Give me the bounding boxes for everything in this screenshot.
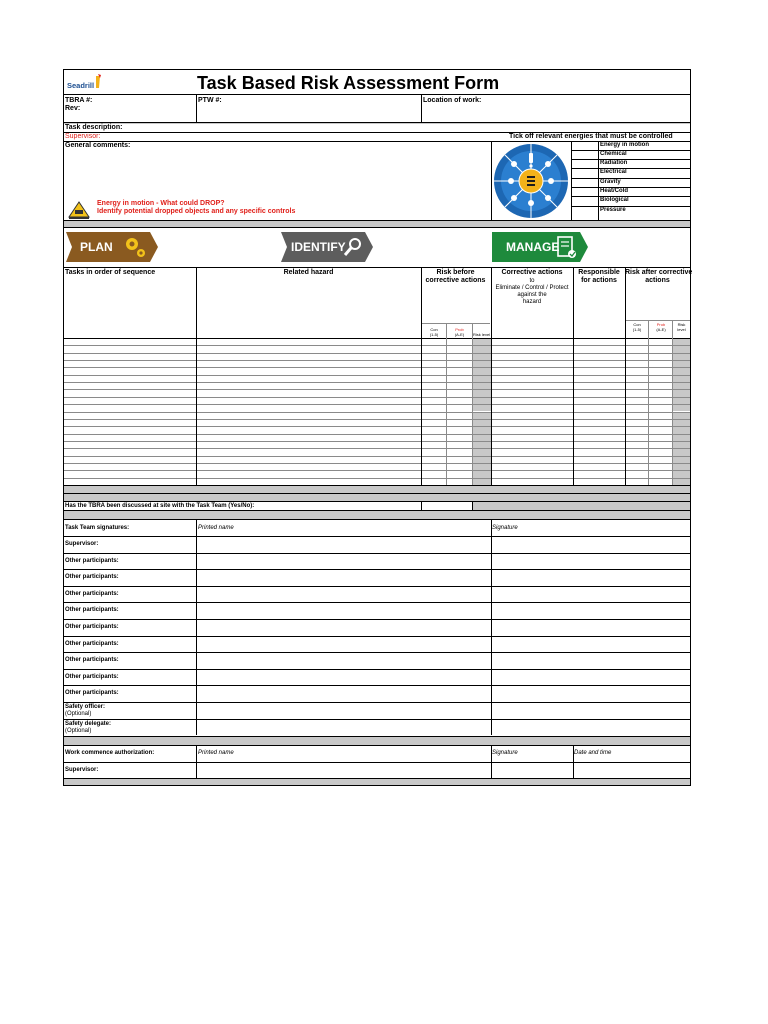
energy-row — [571, 159, 690, 168]
col-risk-after-1: Risk after corrective — [625, 269, 693, 276]
sub-con-after-2: (1-5) — [632, 327, 642, 332]
signature-field[interactable] — [491, 636, 690, 653]
discussed-label: Has the TBRA been discussed at site with the Task Team (Yes/No): — [65, 503, 255, 509]
sub-risk-after-2: level — [677, 327, 686, 332]
signature-row-label: Other participants: — [65, 673, 119, 680]
signature-row-label: Other participants: — [65, 640, 119, 647]
signature-row-label: Other participants: — [65, 624, 119, 630]
col-tasks: Tasks in order of sequence — [65, 269, 156, 276]
sub-con-before-1: Con — [430, 327, 438, 332]
rev-label: Rev: — [65, 105, 81, 112]
signature-row-label: Other participants: — [65, 690, 119, 697]
dropped-object-warning-icon — [68, 201, 90, 219]
energy-row — [571, 168, 690, 178]
energy-row — [571, 150, 690, 159]
col-risk-before-1: Risk before — [436, 269, 475, 276]
col-corrective-desc2: against the — [517, 292, 547, 298]
sub-con-before-2: (1-5) — [429, 332, 439, 337]
signature-row-label: Other participants: — [65, 607, 119, 614]
dropped-line-1: Energy in motion - What could DROP? — [97, 200, 225, 207]
auth-signature-field[interactable] — [491, 745, 573, 778]
energy-checkbox[interactable] — [571, 159, 598, 168]
col-risk-before-2: corrective actions — [425, 277, 486, 284]
energy-row — [571, 178, 690, 187]
task-table-row[interactable] — [64, 404, 690, 411]
task-table-row[interactable] — [64, 470, 690, 477]
identify-banner — [281, 232, 373, 262]
auth-date-time-field[interactable] — [573, 745, 690, 778]
energy-wheel — [493, 143, 569, 219]
energy-wheel-icon — [493, 143, 569, 219]
seadrill-logo — [66, 74, 106, 94]
supervisor-label: Supervisor: — [65, 133, 101, 140]
signature-field[interactable] — [491, 602, 690, 619]
identify-label: IDENTIFY — [291, 240, 346, 254]
task-table-row[interactable] — [64, 448, 690, 455]
sub-con-after-1: Con — [633, 322, 641, 327]
signature-field[interactable] — [491, 685, 690, 702]
energy-label: Pressure — [600, 207, 626, 213]
signature-field[interactable] — [491, 586, 690, 603]
signature-field[interactable] — [491, 569, 690, 586]
signature-row-label: Safety delegate: — [65, 720, 112, 727]
sub-risk-after-1: Risk — [677, 322, 686, 327]
energies-header: Tick off relevant energies that must be controlled — [509, 133, 673, 140]
task-table-row[interactable] — [64, 389, 690, 396]
printed-name-field[interactable] — [196, 586, 491, 603]
authorization-label: Work commence authorization: — [65, 750, 155, 756]
task-table-row[interactable] — [64, 353, 690, 360]
auth-printed-name-field[interactable] — [196, 745, 491, 778]
signature-field[interactable] — [491, 652, 690, 669]
plan-banner — [66, 232, 158, 262]
col-responsible-2: for actions — [581, 277, 617, 284]
sub-prob-before-2: (A-E) — [454, 332, 465, 337]
signature-field[interactable] — [491, 536, 690, 553]
energy-checkbox[interactable] — [571, 206, 598, 220]
task-description-label: Task description: — [65, 124, 123, 131]
printed-name-field[interactable] — [196, 719, 491, 736]
discussed-answer-field[interactable] — [421, 501, 473, 510]
col-hazard: Related hazard — [283, 269, 334, 276]
task-table-row[interactable] — [64, 375, 690, 382]
manage-banner — [492, 232, 588, 262]
ptw-label: PTW #: — [198, 97, 222, 104]
task-table-row[interactable] — [64, 456, 690, 463]
signature-row-label: Supervisor: — [65, 541, 99, 547]
auth-printed-name-label: Printed name — [198, 750, 234, 756]
energy-checkbox[interactable] — [571, 141, 598, 150]
energy-checkbox[interactable] — [571, 168, 598, 178]
tbra-form — [63, 69, 691, 786]
energy-row — [571, 196, 690, 206]
optional-note: (Optional) — [65, 727, 92, 734]
task-table-row[interactable] — [64, 382, 690, 389]
col-risk-after-2: actions — [645, 277, 670, 284]
plan-label: PLAN — [80, 240, 113, 254]
sub-prob-before-1: Prob — [455, 327, 464, 332]
signature-field[interactable] — [491, 702, 690, 719]
col-corrective: Corrective actions — [501, 269, 563, 276]
printed-name-field[interactable] — [196, 536, 491, 553]
team-printed-name-label: Printed name — [198, 525, 234, 531]
sub-prob-after-2: (A-E) — [656, 327, 666, 332]
energy-checkbox[interactable] — [571, 150, 598, 159]
task-table-row[interactable] — [64, 463, 690, 470]
printed-name-field[interactable] — [196, 652, 491, 669]
task-table-row[interactable] — [64, 338, 690, 345]
printed-name-field[interactable] — [196, 602, 491, 619]
printed-name-field[interactable] — [196, 569, 491, 586]
signature-field[interactable] — [491, 619, 690, 636]
energy-label: Energy in motion — [600, 142, 650, 148]
col-corrective-desc1: Eliminate / Control / Protect — [495, 285, 569, 291]
energy-label: Radiation — [600, 160, 628, 166]
energy-row — [571, 206, 690, 220]
signature-field[interactable] — [491, 553, 690, 570]
task-table-row[interactable] — [64, 397, 690, 404]
printed-name-field[interactable] — [196, 553, 491, 570]
dropped-line-2: Identify potential dropped objects and any specific controls — [97, 208, 296, 215]
team-signatures-label: Task Team signatures: — [65, 525, 130, 531]
printed-name-field[interactable] — [196, 619, 491, 636]
auth-supervisor-label: Supervisor: — [65, 767, 99, 773]
signature-row-label: Other participants: — [65, 557, 119, 564]
task-table-row[interactable] — [64, 367, 690, 374]
task-table-row[interactable] — [64, 426, 690, 433]
energy-label: Electrical — [600, 169, 627, 175]
col-corrective-desc3: hazard — [522, 299, 542, 305]
signature-row-label: Safety officer: — [65, 704, 106, 710]
tbra-label: TBRA #: — [65, 97, 93, 104]
logo-text: Seadrill — [67, 81, 95, 90]
energy-checkbox[interactable] — [571, 178, 598, 187]
signature-row-label: Other participants: — [65, 574, 119, 581]
energy-label: Heat/Cold — [600, 188, 629, 194]
col-responsible-1: Responsible — [578, 269, 620, 276]
energy-label: Chemical — [600, 151, 627, 157]
signature-row-label: Other participants: — [65, 657, 119, 664]
sub-prob-after-1: Prob — [656, 322, 666, 327]
sub-risk-before: Risk level — [472, 332, 491, 337]
task-table-row[interactable] — [64, 345, 690, 352]
energy-label: Gravity — [600, 179, 621, 185]
task-table-row[interactable] — [64, 412, 690, 419]
task-table-row[interactable] — [64, 360, 690, 367]
form-title: Task Based Risk Assessment Form — [197, 73, 500, 93]
energy-label: Biological — [600, 197, 629, 203]
optional-note: (Optional) — [65, 711, 92, 717]
energy-row — [571, 187, 690, 196]
manage-label: MANAGE — [506, 240, 560, 254]
location-label: Location of work: — [423, 97, 482, 104]
auth-date-time-label: Date and time — [574, 750, 612, 756]
task-table-row[interactable] — [64, 434, 690, 441]
task-table-row[interactable] — [64, 419, 690, 426]
general-comments-label: General comments: — [65, 142, 131, 149]
energy-row — [571, 141, 690, 150]
printed-name-field[interactable] — [196, 669, 491, 686]
signature-field[interactable] — [491, 669, 690, 686]
signature-field[interactable] — [491, 719, 690, 736]
energy-checkbox[interactable] — [571, 196, 598, 206]
energy-checkbox[interactable] — [571, 187, 598, 196]
auth-signature-label: Signature — [492, 750, 518, 756]
task-table-row[interactable] — [64, 441, 690, 448]
signature-row-label: Other participants: — [65, 590, 119, 597]
col-corrective-to: to — [529, 278, 535, 284]
printed-name-field[interactable] — [196, 685, 491, 702]
printed-name-field[interactable] — [196, 702, 491, 719]
team-signature-label: Signature — [492, 525, 518, 531]
task-table-row[interactable] — [64, 478, 690, 485]
printed-name-field[interactable] — [196, 636, 491, 653]
